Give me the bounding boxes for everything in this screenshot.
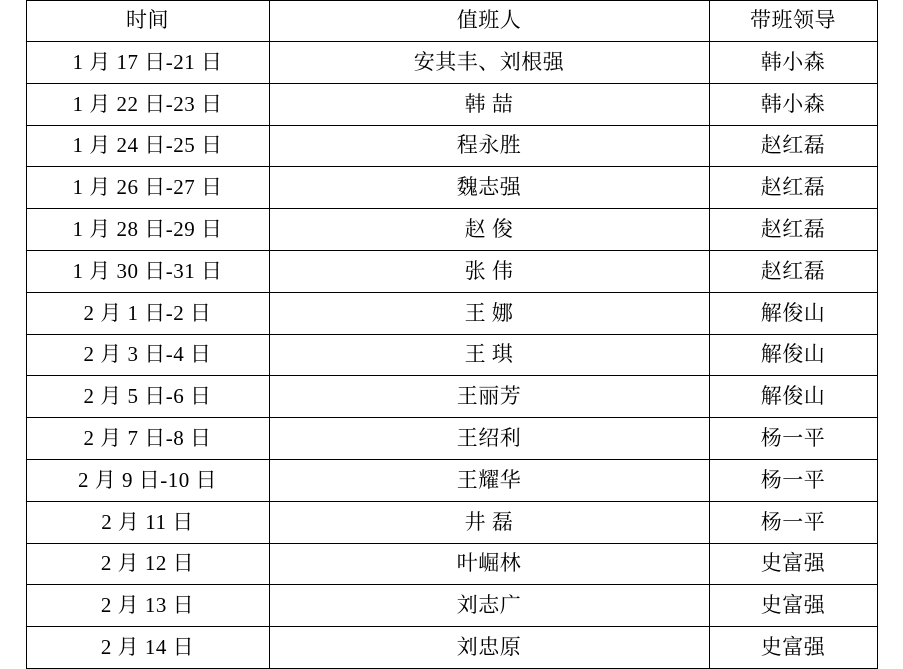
column-header-person [269,1,709,42]
cell-person-text: 叶崛林 [456,551,522,576]
cell-person [269,83,709,125]
cell-leader-text: 杨一平 [760,467,826,492]
cell-leader [709,501,877,543]
table-header [26,1,877,42]
cell-time-text: 1 月 22 日-23 日 [72,91,223,116]
cell-person [269,627,709,669]
cell-person-text: 程永胜 [456,133,522,158]
table-row [26,125,877,167]
cell-time [26,376,269,418]
cell-time-text: 1 月 26 日-27 日 [72,175,223,200]
table-row [26,250,877,292]
column-header-person-label: 值班人 [456,8,522,33]
cell-person [269,250,709,292]
cell-person [269,418,709,460]
cell-leader-text: 赵红磊 [760,258,826,283]
cell-leader-text: 史富强 [760,551,826,576]
cell-time-text: 2 月 9 日-10 日 [78,467,217,492]
cell-time-text: 1 月 28 日-29 日 [72,217,223,242]
table-row [26,83,877,125]
cell-leader-text: 史富强 [760,635,826,659]
cell-person [269,459,709,501]
cell-leader-text: 韩小森 [760,91,826,116]
cell-time [26,250,269,292]
cell-time-text: 2 月 7 日-8 日 [83,426,212,451]
cell-leader [709,376,877,418]
cell-person-text: 王丽芳 [456,384,522,409]
table-row [26,418,877,460]
cell-time [26,585,269,627]
table-row [26,543,877,585]
cell-time [26,334,269,376]
cell-time [26,501,269,543]
cell-person-text: 张 伟 [464,258,514,283]
cell-person-text: 韩 喆 [464,91,514,116]
table-row [26,334,877,376]
cell-person [269,42,709,84]
cell-time-text: 2 月 1 日-2 日 [83,300,212,325]
cell-time [26,42,269,84]
cell-leader [709,292,877,334]
cell-leader [709,209,877,251]
cell-time-text: 2 月 13 日 [100,593,195,618]
cell-time-text: 2 月 3 日-4 日 [83,342,212,367]
cell-leader [709,125,877,167]
cell-time-text: 2 月 12 日 [100,551,195,576]
cell-leader [709,42,877,84]
column-header-leader [709,1,877,42]
cell-leader [709,459,877,501]
cell-time [26,543,269,585]
cell-leader [709,627,877,669]
cell-time [26,83,269,125]
cell-leader-text: 史富强 [760,593,826,618]
column-header-time [26,1,269,42]
cell-leader [709,585,877,627]
cell-person-text: 安其丰、刘根强 [413,49,565,74]
cell-person [269,209,709,251]
cell-leader-text: 解俊山 [760,300,826,325]
cell-person [269,501,709,543]
cell-leader-text: 赵红磊 [760,133,826,158]
cell-person [269,334,709,376]
cell-leader-text: 赵红磊 [760,217,826,242]
cell-time-text: 2 月 11 日 [101,509,194,534]
table-row [26,501,877,543]
cell-leader-text: 杨一平 [760,426,826,451]
cell-leader [709,250,877,292]
table-row [26,209,877,251]
table-row [26,459,877,501]
cell-time [26,459,269,501]
cell-person [269,292,709,334]
table-row [26,167,877,209]
table-row [26,42,877,84]
table-body [26,42,877,669]
cell-time-text: 1 月 30 日-31 日 [72,258,223,283]
duty-schedule-table [26,0,878,669]
cell-leader [709,543,877,585]
cell-time [26,209,269,251]
cell-time [26,627,269,669]
table-row [26,585,877,627]
cell-time-text: 2 月 5 日-6 日 [83,384,212,409]
table-header-row [26,1,877,42]
cell-time [26,167,269,209]
cell-person-text: 赵 俊 [464,217,514,242]
cell-leader-text: 解俊山 [760,384,826,409]
cell-leader-text: 杨一平 [760,509,826,534]
cell-time [26,292,269,334]
table-row [26,627,877,669]
cell-person-text: 井 磊 [464,509,514,534]
cell-leader [709,418,877,460]
table-row [26,292,877,334]
cell-person-text: 王绍利 [456,426,522,451]
cell-leader [709,83,877,125]
cell-person [269,585,709,627]
cell-person-text: 刘忠原 [456,635,522,659]
column-header-leader-label: 带班领导 [750,8,836,33]
cell-time-text: 1 月 17 日-21 日 [72,49,223,74]
cell-person-text: 王 娜 [464,300,514,325]
cell-person [269,125,709,167]
cell-leader-text: 赵红磊 [760,175,826,200]
cell-leader [709,334,877,376]
cell-time-text: 1 月 24 日-25 日 [72,133,223,158]
cell-leader [709,167,877,209]
table-row [26,376,877,418]
cell-person-text: 王耀华 [456,467,522,492]
cell-time [26,125,269,167]
cell-time-text: 2 月 14 日 [100,635,195,659]
cell-person-text: 王 琪 [464,342,514,367]
cell-person-text: 魏志强 [456,175,522,200]
cell-person [269,167,709,209]
cell-time [26,418,269,460]
cell-person [269,376,709,418]
cell-person [269,543,709,585]
cell-leader-text: 解俊山 [760,342,826,367]
cell-person-text: 刘志广 [456,593,522,618]
cell-leader-text: 韩小森 [760,49,826,74]
column-header-time-label: 时间 [126,8,169,33]
